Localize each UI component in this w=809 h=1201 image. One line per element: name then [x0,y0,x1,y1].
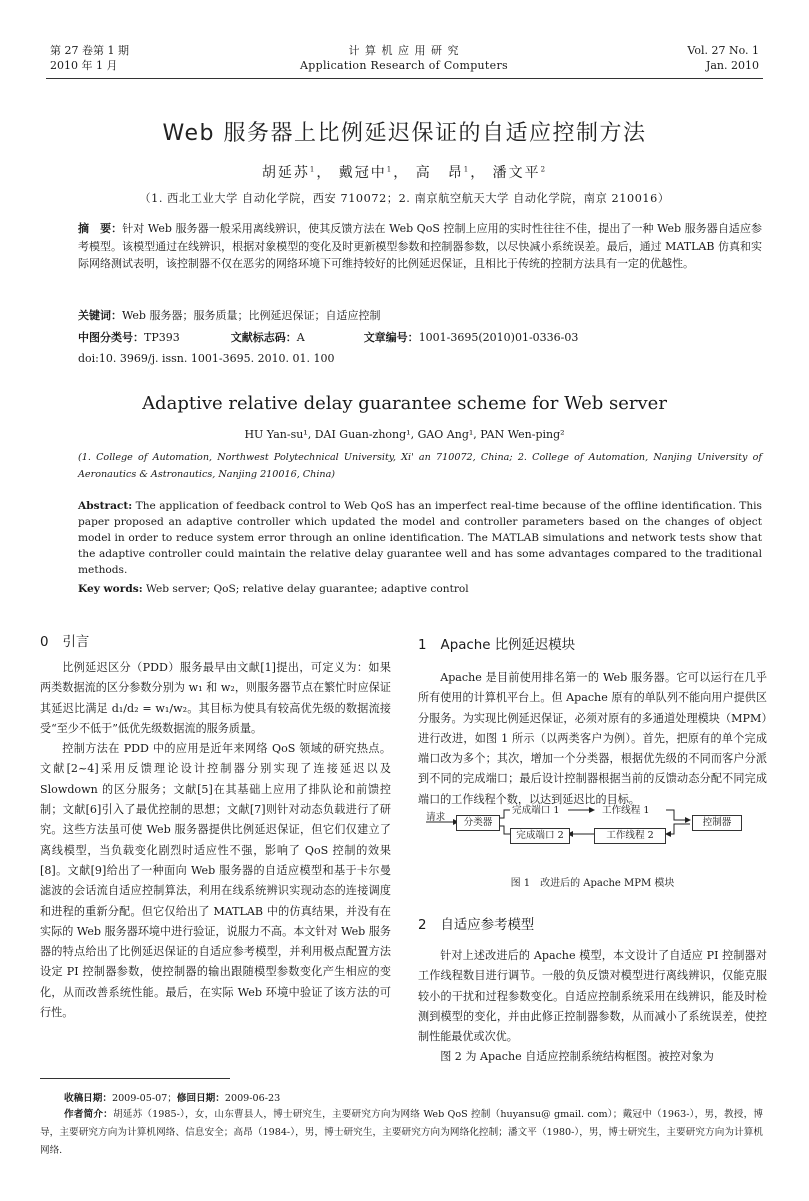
english-affiliation: (1. College of Automation, Northwest Polytechnical University, Xi' an 710072, China; 2. College of Automation, Nanjing University of Aeronautics & Astronautics, Nanjing 210016, China) [78,452,762,480]
classifier-box: 分类器 [456,815,500,831]
journal-volume-en: Vol. 27 No. 1 Jan. 2010 [687,44,759,72]
author-name: 潘文平 [492,165,541,181]
section-1-body [418,668,767,810]
header-rule [46,78,763,79]
english-keywords: Key words: Web server; QoS; relative delay guarantee; adaptive control [78,583,469,595]
keywords-cn: 关键词：Web 服务器；服务质量；比例延迟保证；自适应控制 [78,309,381,322]
journal-name: 计 算 机 应 用 研 究 Application Research of Computers [300,44,508,72]
affiliation: （1. 西北工业大学 自动化学院，西安 710072；2. 南京航空航天大学 自动化学院，南京 210016） [139,192,670,205]
classification-line: 中图分类号：TP393 文献标志码：A 文章编号：1001-3695(2010)01-0336-03 [78,331,579,344]
footnote-dates: 收稿日期：2009-05-07；修回日期：2009-06-23 [64,1093,281,1104]
abstract-cn: 摘 要：针对 Web 服务器一般采用离线辨识，使其反馈方法在 Web QoS 控制上应用的实时性往往不佳，提出了一种 Web 服务器自适应参考模型。该模型通过在线辨识，根据对象模型的变化及时更新模型参数和控制器参数，以尽快减小系统误差。最后，通过 MATLAB 仿真和实际网络测试表明，该控制器不仅在恶劣的网络环境下可维持较好的比例延迟保证，且相比于传统的控制方法具有一定的优越性。 [78,222,763,271]
journal-volume-issue: 第 27 卷第 1 期 2010 年 1 月 [50,44,129,72]
port-1-label: 完成端口 1 [512,805,560,816]
doi: doi:10. 3969/j. issn. 1001-3695. 2010. 01. 100 [78,352,335,365]
footnote-author-bio: 作者简介：胡延苏（1985-），女，山东曹县人，博士研究生，主要研究方向为网络 Web QoS 控制（huyansu@ gmail. com）；戴冠中（1963-），男，教授，博导，主要研究方向为计算机网络、信息安全；高昂（1984-），男，博士研究生，主要研究方向为网络化控制；潘文平（1980-），男，博士研究生，主要研究方向为计算机网络. [40,1109,763,1156]
section-1-heading: 1 Apache 比例延迟模块 [418,638,576,653]
section-2-heading: 2 自适应参考模型 [418,918,535,933]
paragraph: 控制方法在 PDD 中的应用是近年来网络 QoS 领域的研究热点。文献[2~4]采用反馈理论设计控制器分别实现了连接延迟以及 Slowdown 的区分服务；文献[5]在其基础上应用了排队论和前馈控制；文献[6]引入了最优控制的思想；文献[7]则针对动态负载进行了研究。这些方法虽可使 Web 服务器提供比例延迟保证，但它们仅建立了离线模型，当负载变化剧烈时适应性不强，影响了 QoS 控制的效果[8]。文献[9]给出了一种面向 Web 服务器的自适应模型和基于卡尔曼滤波的会话流自适应控制算法，利用在线系统辨识实现动态的连接调度和进程的重新分配。但它仅给出了 MATLAB 中的仿真结果，并没有在实际的 Web 服务器环境中进行验证，说服力不高。本文针对 Web 服务器的特点给出了比例延迟保证的自适应参考模型，并利用极点配置方法设定 PI 控制器参数，使控制器的输出跟随模型参数变化产生相应的变化，从而改善系统性能。最后，在实际 Web 环境中验证了该方法的可行性。 [40,742,391,1020]
paragraph: 图 2 为 Apache 自适应控制系统结构框图。被控对象为 [440,1050,714,1064]
figure-1-arrows [418,800,767,864]
english-title: Adaptive relative delay guarantee scheme for Web server [142,393,667,414]
port-2-box: 完成端口 2 [510,828,570,844]
author-name: 高 昂 [415,165,464,181]
footnote-rule [40,1078,230,1079]
request-label: 请求 [426,812,446,823]
thread-2-box: 工作线程 2 [594,828,666,844]
author-name: 戴冠中 [338,165,387,181]
paragraph: 针对上述改进后的 Apache 模型，本文设计了自适应 PI 控制器对工作线程数目进行调节。一般的负反馈对模型进行离线辨识，仅能克服较小的干扰和过程参数变化。自适应控制系统采用在线辨识，能及时检测到模型的变化，并由此修正控制器参数，从而减小了系统误差，使控制性能最优或次优。 [418,949,767,1044]
figure-1-caption: 图 1 改进后的 Apache MPM 模块 [510,878,675,889]
thread-1-label: 工作线程 1 [602,805,650,816]
author-list: 胡延苏$^1$， 戴冠中$^1$， 高 昂$^1$， 潘文平$^2$ [261,165,548,181]
figure-1-diagram [418,800,767,864]
english-authors: HU Yan-su¹, DAI Guan-zhong¹, GAO Ang¹, PAN Wen-ping² [244,428,565,441]
section-0-heading: 0 引言 [40,635,90,650]
section-2-body [418,946,767,1068]
english-abstract: Abstract: The application of feedback control to Web QoS has an imperfect real-time because of the offline identification. This paper proposed an adaptive controller which updated the model and controller parameters based on the changes of object model in order to reduce system error through an online identification. The MATLAB simulations and network tests show that the adaptive controller could maintain the relative delay guarantee well and has some advantages compared to the traditional methods. [78,500,762,576]
author-name: 胡延苏 [261,165,310,181]
section-0-body [40,658,391,1023]
paragraph: 比例延迟区分（PDD）服务最早由文献[1]提出，可定义为：如果两类数据流的区分参数分别为 w₁ 和 w₂，则服务器节点在繁忙时应保证其延迟比满足 d₁/d₂ = w₁/w₂。其目标为使具有较高优先级的数据流接受“至少不低于”低优先级数据流的服务质量。 [40,661,391,735]
paragraph: Apache 是目前使用排名第一的 Web 服务器。它可以运行在几乎所有使用的计算机平台上。但 Apache 原有的单队列不能向用户提供区分服务。为实现比例延迟保证，必须对原有的多通道处理模块（MPM）进行改进，如图 1 所示（以两类客户为例）。首先，把原有的单个完成端口改为多个；其次，增加一个分类器，根据优先级的不同而客户分派到不同的完成端口；最后设计控制器根据当前的反馈动态分配不同完成端口的工作线程个数，以达到延迟比的目标。 [418,671,767,806]
controller-box: 控制器 [692,815,742,831]
paper-title: Web 服务器上比例延迟保证的自适应控制方法 [162,121,647,146]
